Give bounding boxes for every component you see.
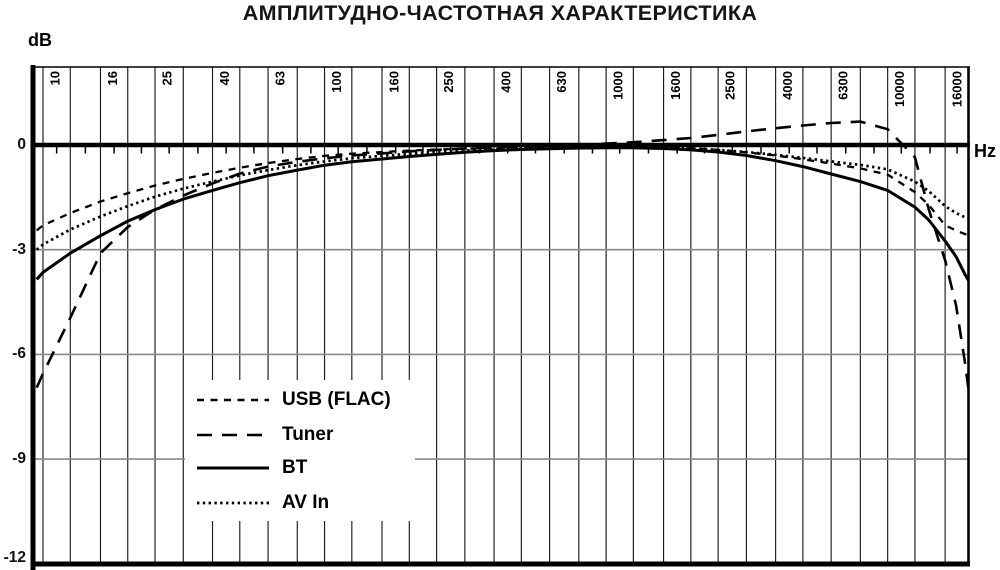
x-tick-label: 10	[47, 71, 63, 86]
y-tick-label: 0	[17, 136, 26, 153]
legend-item-tuner	[185, 423, 333, 447]
legend-item-usb-flac	[185, 388, 391, 412]
x-tick-label: 4000	[780, 71, 796, 100]
y-tick-label: -12	[3, 549, 26, 566]
x-tick-label: 400	[498, 71, 514, 93]
x-tick-label: 250	[441, 71, 457, 93]
y-tick-label: -3	[12, 240, 26, 258]
legend-label: BT	[282, 457, 308, 478]
legend-label: USB (FLAC)	[282, 389, 391, 410]
x-tick-label: 1000	[610, 71, 626, 100]
x-tick-label: 40	[217, 71, 233, 86]
av-in-line-sample	[196, 499, 270, 507]
legend	[185, 380, 415, 521]
x-tick-label: 160	[386, 71, 402, 93]
y-tick-label: -6	[12, 345, 26, 363]
x-tick-label: 100	[329, 71, 345, 93]
x-tick-label: 16	[104, 70, 120, 86]
usb-flac-line-sample	[196, 396, 270, 404]
curve-tuner	[37, 122, 970, 400]
x-tick-label: 2500	[722, 71, 738, 100]
x-tick-label: 6300	[835, 71, 851, 100]
horizontal-gridlines	[35, 250, 968, 459]
curve-av-in	[37, 147, 970, 250]
plot-borders	[31, 65, 971, 570]
y-tick-label: -9	[12, 450, 26, 468]
series-curves	[37, 122, 970, 400]
legend-item-av-in	[185, 491, 329, 515]
zero-db-line	[33, 143, 970, 148]
tuner-line-sample	[196, 431, 270, 439]
chart-title: АМПЛИТУДНО-ЧАСТОТНАЯ ХАРАКТЕРИСТИКА	[242, 1, 758, 25]
x-tick-label: 1600	[668, 71, 684, 100]
x-tick-label: 16000	[949, 71, 965, 108]
legend-label: Tuner	[282, 423, 334, 445]
x-tick-label: 25	[159, 71, 175, 86]
y-axis-unit-label: dB	[28, 30, 52, 50]
x-axis-tick-labels	[48, 71, 965, 107]
bt-line-sample	[196, 464, 270, 472]
x-axis-unit-label: Hz	[974, 141, 996, 161]
x-tick-label: 10000	[892, 71, 908, 108]
curve-bt	[37, 148, 970, 283]
vertical-gridlines	[43, 67, 945, 564]
x-tick-label: 630	[554, 71, 570, 93]
legend-label: AV In	[282, 491, 330, 513]
x-tick-label: 63	[272, 71, 288, 86]
legend-item-bt	[185, 456, 307, 480]
